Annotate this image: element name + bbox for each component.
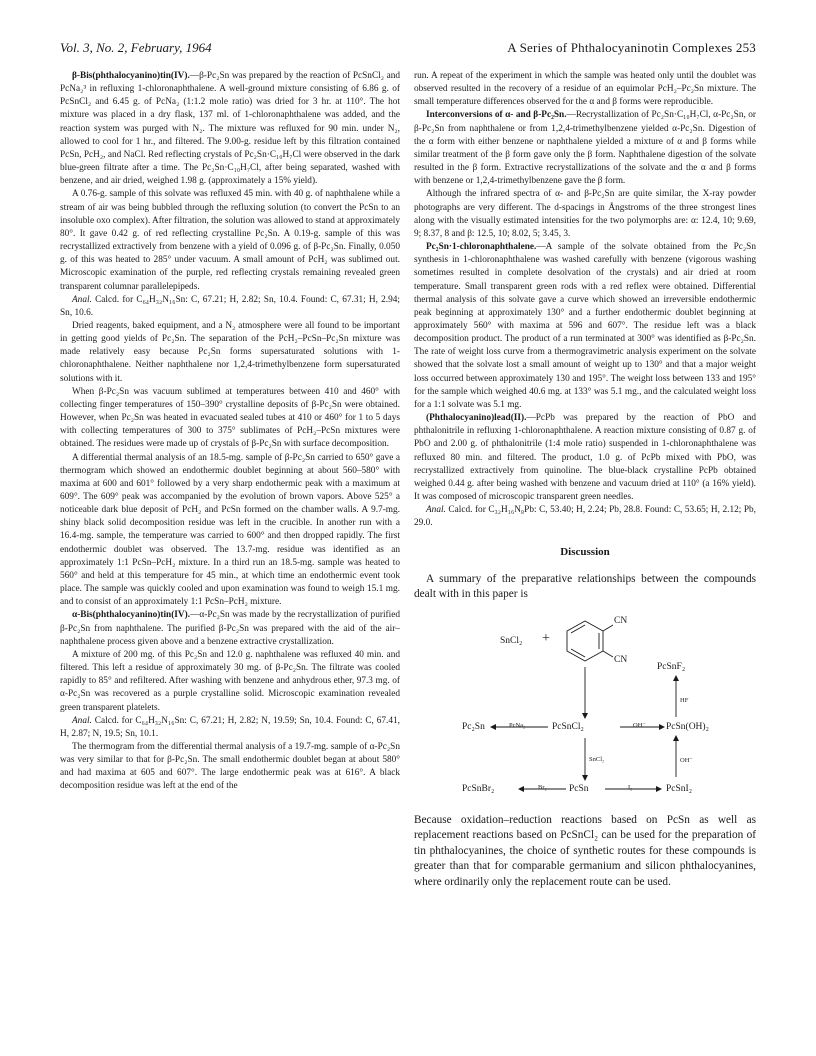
paragraph-lead bbox=[414, 412, 756, 504]
analysis-values: Calcd. for C₃₂H₁₆N₈Pb: C, 53.40; H, 2.24; Pb, 28.8. Found: C, 53.65; H, 2.12; Pb, 29.0. bbox=[414, 505, 756, 529]
left-column bbox=[60, 70, 400, 794]
plus-sign: + bbox=[542, 630, 550, 646]
paragraph: The thermogram from the differential thermal analysis of a 19.7-mg. sample of α-Pc₂Sn was very similar to that for β-Pc₂Sn. The small endothermic doublet began at about 580° and had maxima at 605 and 607°. The large endothermic peak was at 616°. A black decomposition residue was left at the end of the bbox=[60, 741, 400, 792]
sncl2-reducing-agent: SnCl₂ bbox=[589, 755, 605, 763]
cn-group-bottom: CN bbox=[614, 654, 628, 665]
paragraph: When β-Pc₂Sn was vacuum sublimed at temperatures between 410 and 460° with collecting finger temperatures of 150–390° crystalline deposits of β-Pc₂Sn were obtained. However, when Pc₂Sn was heated in evacuated sealed tubes at 410 or 460° for 1 to 5 days with collecting temperatures of 300 to 375° sublimates of PcH₂–PcSn mixtures were obtained. The residues were made up of crystals of β-Pc₂Sn with surface decomposition. bbox=[60, 386, 400, 450]
pc2sn-product: Pc₂Sn bbox=[462, 721, 485, 732]
pcsnbr2-product: PcSnBr₂ bbox=[462, 783, 495, 794]
cn-bond-top bbox=[603, 625, 613, 631]
paragraph: Because oxidation–reduction reactions based on PcSn as well as replacement reactions based on PcSnCl₂ can be used for the preparation of tin phthalocyanines, the choice of synthetic routes for these compounds is greater than that for comparable germanium and silicon phthalocyanines, where ordinarily only the replacement route can be used. bbox=[414, 813, 756, 888]
reaction-scheme bbox=[414, 609, 756, 809]
sncl2-reagent: SnCl₂ bbox=[500, 635, 523, 646]
cn-bond-bottom bbox=[603, 651, 613, 657]
running-header bbox=[60, 40, 756, 58]
discussion-heading: Discussion bbox=[560, 546, 610, 559]
section-title: β-Bis(phthalocyanino)tin(IV). bbox=[72, 71, 190, 81]
paragraph: A differential thermal analysis of an 18.5-mg. sample of β-Pc₂Sn carried to 650° gave a thermogram which showed an endothermic doublet beginning at about 560–580° with maxima at 600 and 601° followed by a very sharp endothermic peak with a maximum at 609°. The 609° peak was accompanied by the evolution of brown vapors. Above 525° a noticeable dark blue deposit of PcH₂ and PcSn formed on the chamber walls. A 9.7-mg. shiny black solid decomposition residue was left in the crucible. In another run with a 16.4-mg. sample, the temperature was carried to 600° and then dropped rapidly. The first endothermic doublet was observed. The 13.7-mg. residue was identified as an approximately 1:1 PcSn–PcH₂ mixture. In a third run an 18.5-mg. sample was heated to 560° and held at this temperature for 45 min., at which time an endothermic event took place. The sample was quickly cooled and upon examination was found to weigh 15.1 mg. and to consist of an approximately 1:1 PcSn–PcH₂ mixture. bbox=[60, 452, 400, 608]
paragraph-body: —PcPb was prepared by the reaction of PbO and phthalonitrile in refluxing 1-chloronaphthalene. A reaction mixture consisting of 0.87 g. of PbO and 2.00 g. of phthalonitrile (1:4 mole ratio) suspended in 1-chloronaphthalene was refluxed 80 min. and filtered. The product, 1.0 g. of PcPb mixed with PbO, was recrystallized extractively from quinoline. The blue-black crystalline PcPb obtained weighed 0.44 g. after being washed with benzene and vacuum dried at 110° (a 16% yield). It was composed of microscopic transparent green needles. bbox=[414, 413, 756, 502]
analysis-values: Calcd. for C₆₄H₃₂N₁₆Sn: C, 67.21; H, 2.82; N, 19.59; Sn, 10.4. Found: C, 67.41, H, 2.87; N, 19.5; Sn, 10.1. bbox=[60, 715, 400, 739]
pcsni2-product: PcSnI₂ bbox=[666, 783, 693, 794]
analysis-paragraph bbox=[414, 504, 756, 530]
bromine-reagent: Br₂ bbox=[538, 783, 547, 791]
discussion-intro bbox=[414, 572, 756, 603]
paragraph: A summary of the preparative relationships between the compounds dealt with in this paper is bbox=[414, 572, 756, 601]
paragraph-alpha-pc2sn bbox=[60, 609, 400, 648]
anal-label: Anal. bbox=[426, 505, 446, 516]
paragraph: Although the infrared spectra of α- and β-Pc₂Sn are quite similar, the X-ray powder photographs are very different. The d-spacings in Ångstroms of the three strongest lines along with the visually estimated intensities for the two polymorphs are: α: 12.4, 10; 9.69, 9; 8.37, 8 and β: 12.5, 10; 8.02, 5; 3.45, 3. bbox=[414, 189, 756, 239]
paragraph: A mixture of 200 mg. of this Pc₂Sn and 12.0 g. naphthalene was refluxed 40 min. and filtered. This left a residue of approximately 30 mg. of β-Pc₂Sn. The filtrate was cooled rapidly to 85° and refiltered. After washing with benzene and anhydrous ether, 97.3 mg. of α-Pc₂Sn was recovered as a purple crystalline solid. Microscopic examination revealed green transparent platelets. bbox=[60, 649, 400, 713]
pcsnf2-product: PcSnF₂ bbox=[657, 661, 686, 672]
paragraph-solvate bbox=[414, 241, 756, 412]
analysis-paragraph bbox=[60, 715, 400, 741]
paragraph-interconversions bbox=[414, 109, 756, 188]
hydroxide-reagent-top: OH⁻ bbox=[633, 721, 646, 729]
paragraph-body: —A sample of the solvate obtained from the Pc₂Sn synthesis in 1-chloronaphthalene was washed carefully with benzene (vigorous washing sometimes resulted in complete desolvation of the crystals) and air dried at room temperature. Small transparent green rods with a red reflex were obtained. Differential thermal analysis of this solvate gave a curve which showed an irreversible endothermic peak beginning at approximately 130° and a further endothermic doublet beginning at approximately 560° with maxima at 596 and 607°. The residue left was a black decomposition product. The product of a run terminated at 300° was identified as β-Pc₂Sn. The rate of weight loss curve from a thermogravimetric analysis experiment on the solvate showed that the solvate lost a small amount of weight up to 130° and that a major weight loss occurred between approximately 130 and 195°. The weight loss between 133 and 195° for the sample which weighed 40.6 mg. at 133° was 5.1 mg., and the calculated weight loss for a 1:1 solvate was 5.1 mg. bbox=[414, 242, 756, 410]
paragraph-body: —α-Pc₂Sn was made by the recrystallization of purified β-Pc₂Sn from naphthalene. The purified β-Pc₂Sn was prepared with the aid of the air–naphthalene process given above and a benzene extractive crystallization. bbox=[60, 610, 400, 647]
right-column bbox=[414, 70, 756, 890]
article-title-page-number: A Series of Phthalocyaninotin Complexes 253 bbox=[507, 40, 756, 55]
iodine-reagent: I₂ bbox=[628, 783, 633, 791]
section-title: α-Bis(phthalocyanino)tin(IV). bbox=[72, 610, 191, 621]
section-title: Interconversions of α- and β-Pc₂Sn. bbox=[426, 110, 567, 121]
paragraph: run. A repeat of the experiment in which the sample was heated only until the doublet was observed resulted in the recovery of a residue of an equimolar PcH₂–Pc₂Sn mixture. The small temperature differences observed for the α and β forms were reproducible. bbox=[414, 71, 756, 108]
section-title: (Phthalocyanino)lead(II). bbox=[426, 413, 527, 424]
section-title: Pc₂Sn·1-chloronaphthalene. bbox=[426, 242, 537, 253]
paragraph-body: —β-Pc₂Sn was prepared by the reaction of PcSnCl₂ and PcNa₂³ in refluxing 1-chloronaphthalene. A well-ground mixture consisting of 6.86 g. of PcSnCl₂ and 6.45 g. of PcNa₂ (1:1.2 mole ratio) was dried for 3 hr. at 110°. The hot mixture was placed in a dry flask, 137 ml. of 1-chloronaphthalene was added, and the reaction system was purged with N₂. The mixture was refluxed for 90 min. under N₂, allowed to cool for 1 hr., and filtered. The 9.00-g. residue left by this filtration contained PcSn, PcH₂, and NaCl. Red reflecting crystals of Pc₂Sn·C₁₀H₇Cl were observed in the dark blue-green filtrate after a time. The Pc₂Sn·C₁₀H₇Cl, after being separated, washed with benzene, and air dried, weighed 1.98 g. (approximately a 15% yield). bbox=[60, 71, 400, 187]
benzene-ring bbox=[567, 621, 603, 661]
reaction-scheme-arrows bbox=[414, 609, 756, 809]
hydroxide-reagent-right: OH⁻ bbox=[680, 756, 693, 764]
journal-volume-info: Vol. 3, No. 2, February, 1964 bbox=[60, 40, 212, 55]
paragraph-body: —Recrystallization of Pc₂Sn·C₁₀H₇Cl, α-Pc₂Sn, or β-Pc₂Sn from naphthalene or from 1,2,4-trimethylbenzene yielded α-Pc₂Sn. Digestion of the α form with either benzene or naphthalene yielded a mixture of α and β forms while similar treatment of the β form gave only the β form. Naphthalene digestion of the solvate resulted in the β form. Extractive recrystallizations of the solvate and the α and β forms with benzene or 1,2,4-trimethylbenzene gave the β form. bbox=[414, 110, 756, 187]
pcsnoh2-product: PcSn(OH)₂ bbox=[666, 721, 709, 732]
discussion-conclusion bbox=[414, 813, 756, 891]
paragraph: A 0.76-g. sample of this solvate was refluxed 45 min. with 40 g. of naphthalene while a stream of air was being bubbled through the refluxing solution (to convert the PcSn to an insoluble oxo complex). After filtration, the solution was allowed to stand at approximately 80°. It gave 0.42 g. of red reflecting crystalline Pc₂Sn. A 0.19-g. sample of this was recrystallized extractively from benzene with a yield of 0.096 g. of β-Pc₂Sn. Finally, 0.050 g. of this was heated to 285° under vacuum. A small amount of PcH₂ was sublimed out. Microscopic examination of the purple, red reflecting crystals remaining revealed green transparent columnar parallelepipeds. bbox=[60, 189, 400, 292]
pcsn-compound: PcSn bbox=[569, 783, 589, 794]
pcna2-reagent: PcNa₂ bbox=[509, 721, 526, 729]
paragraph-beta-pc2sn bbox=[60, 70, 400, 188]
paragraph: Dried reagents, baked equipment, and a N₂ atmosphere were all found to be important in getting good yields of Pc₂Sn. The separation of the PcH₂–PcSn–Pc₂Sn mixture was made relatively easy because Pc₂Sn forms supersaturated solutions with 1-chloronaphthalene. Neither naphthalene nor 1,2,4-trimethylbenzene form supersaturated solutions with it. bbox=[60, 320, 400, 384]
anal-label: Anal. bbox=[72, 294, 92, 305]
analysis-values: Calcd. for C₆₄H₃₂N₁₆Sn: C, 67.21; H, 2.82; Sn, 10.4. Found: C, 67.31; H, 2.94; Sn, 10.6. bbox=[60, 294, 401, 318]
analysis-paragraph bbox=[60, 294, 400, 320]
pcsncl2-compound: PcSnCl₂ bbox=[552, 721, 584, 732]
anal-label: Anal. bbox=[72, 715, 92, 726]
cn-group-top: CN bbox=[614, 615, 628, 626]
hf-reagent: HF bbox=[680, 696, 689, 704]
